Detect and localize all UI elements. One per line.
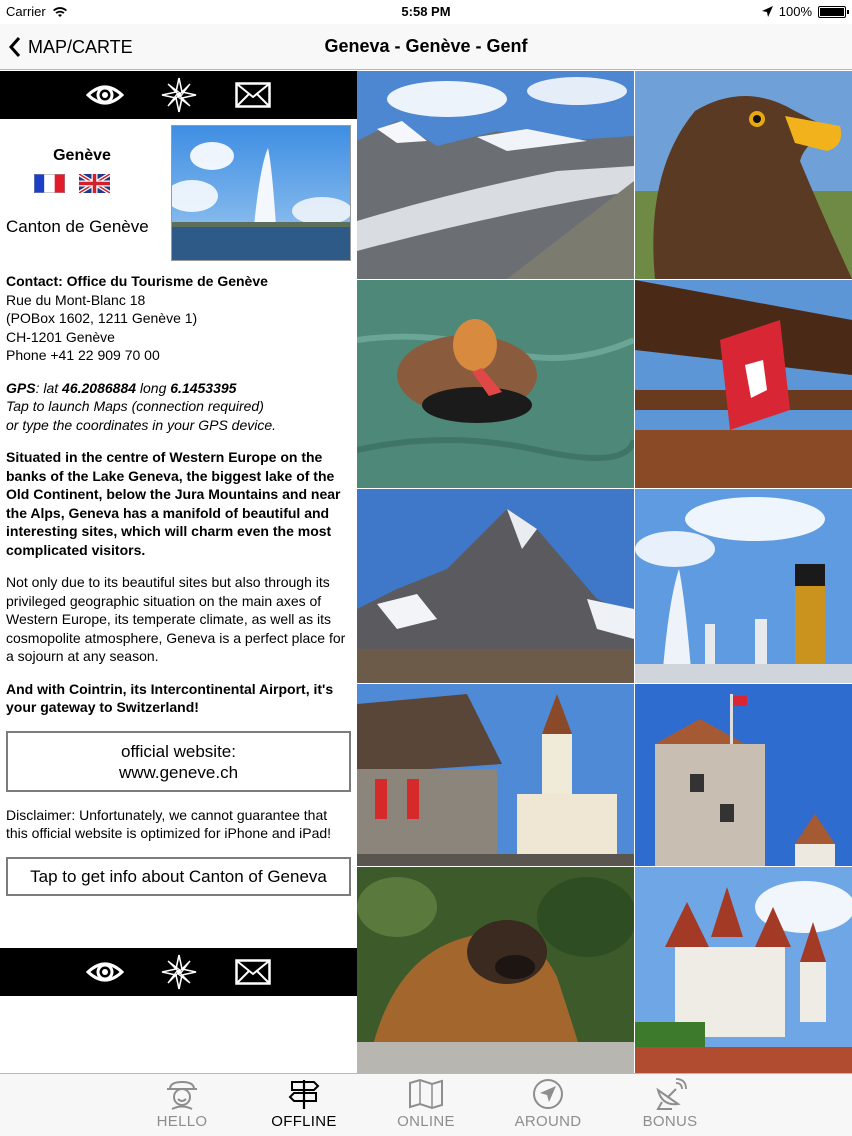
gps-lat-label: : lat [35, 379, 63, 396]
compass-rose-icon [161, 954, 197, 990]
tab-online[interactable] [371, 1078, 481, 1136]
gps-hint: or type the coordinates in your GPS device. [6, 416, 277, 433]
info-panel [0, 71, 357, 1073]
tab-around[interactable] [493, 1078, 603, 1136]
photo-tile-castle-tower[interactable] [635, 684, 852, 866]
airport-note: And with Cointrin, its Intercontinental Airport, it's your gateway to Switzerland! [6, 680, 334, 715]
status-time: 5:58 PM [401, 4, 451, 19]
contact-title: Contact: Office du Tourisme de Genève [6, 273, 268, 289]
gps-coordinates [6, 379, 351, 398]
carrier-label: Carrier [6, 4, 46, 19]
flag-france-icon[interactable] [34, 174, 65, 193]
mail-button[interactable] [233, 75, 273, 115]
gps-link[interactable] [0, 379, 357, 435]
view-button[interactable] [85, 952, 125, 992]
signpost-icon [286, 1078, 322, 1110]
status-bar [0, 0, 852, 24]
page-title: Geneva - Genève - Genf [324, 36, 528, 56]
description: Not only due to its beautiful sites but also through its privileged geographic situation on the main axes of Western Europe, its temperate climate, as well as its cosmopolite atmosphere, Geneva is a perfect place for a sojourn at any season. [6, 574, 346, 664]
eye-icon [86, 82, 124, 108]
location-services-icon [762, 6, 773, 17]
tab-label: HELLO [156, 1113, 208, 1130]
battery-percent: 100% [778, 4, 812, 19]
back-button[interactable] [8, 32, 133, 62]
disclaimer: Disclaimer: Unfortunately, we cannot guarantee that this official website is optimized for iPhone and iPad! [6, 806, 332, 841]
navigation-bar [0, 24, 852, 70]
bottom-action-bar [0, 948, 357, 996]
gps-label: GPS [6, 379, 36, 396]
contact-block [0, 272, 357, 365]
top-action-bar [0, 71, 357, 119]
tab-label: OFFLINE [271, 1113, 337, 1130]
canton-info-button[interactable]: Tap to get info about Canton of Geneva [6, 857, 351, 896]
tab-label: AROUND [514, 1113, 582, 1130]
photo-tile-steamboat[interactable] [635, 489, 852, 683]
view-button[interactable] [85, 75, 125, 115]
envelope-icon [235, 959, 271, 985]
contact-line: CH-1201 Genève [6, 328, 115, 345]
compass-button[interactable] [159, 952, 199, 992]
satellite-dish-icon [652, 1078, 688, 1110]
photo-tile-eagle[interactable] [635, 71, 852, 279]
canton-name: Canton de Genève [6, 217, 149, 236]
tab-label: BONUS [642, 1113, 698, 1130]
website-url: www.geneve.ch [118, 762, 239, 782]
tab-offline[interactable] [249, 1078, 359, 1136]
photo-tile-flag-chalet[interactable] [635, 280, 852, 488]
eye-icon [86, 959, 124, 985]
envelope-icon [235, 82, 271, 108]
city-header [0, 119, 357, 267]
gps-latitude: 46.2086884 [62, 379, 137, 396]
flag-uk-icon[interactable] [79, 174, 110, 193]
photo-grid [357, 71, 852, 1073]
contact-line: Rue du Mont-Blanc 18 [6, 291, 146, 308]
tab-bonus[interactable] [615, 1078, 725, 1136]
contact-line: (POBox 1602, 1211 Genève 1) [6, 310, 198, 326]
contact-phone[interactable]: Phone +41 22 909 70 00 [6, 347, 160, 363]
tab-label: ONLINE [397, 1113, 455, 1130]
gps-hint: Tap to launch Maps (connection required) [6, 398, 264, 414]
photo-tile-castle[interactable] [635, 867, 852, 1073]
photo-tile-duck[interactable] [357, 280, 634, 488]
back-button-label: MAP/CARTE [28, 36, 133, 57]
photo-tile-marmot[interactable] [357, 867, 634, 1073]
gps-long-label: long [136, 379, 171, 396]
greeting-person-icon [164, 1078, 200, 1110]
compass-button[interactable] [159, 75, 199, 115]
folded-map-icon [408, 1078, 444, 1110]
photo-tile-village-church[interactable] [357, 684, 634, 866]
tab-bar [0, 1073, 852, 1136]
website-label: official website: [121, 741, 236, 761]
jet-deau-photo [171, 125, 351, 261]
photo-tile-glacier[interactable] [357, 71, 634, 279]
battery-icon [818, 6, 846, 18]
chevron-left-icon [8, 36, 22, 58]
battery-fill [820, 8, 844, 16]
location-arrow-icon [530, 1078, 566, 1110]
description-highlight: Situated in the centre of Western Europe on the banks of the Lake Geneva, the biggest lake of the Old Continent, below the Jura Mountains and near the Alps, Geneva has a manifold of beautiful and interesting sites, which will charm even the most complicated visitors. [6, 449, 341, 558]
status-right [762, 4, 846, 19]
city-name: Genève [53, 147, 111, 164]
gps-longitude: 6.1453395 [170, 379, 237, 396]
official-website-button[interactable] [6, 731, 351, 792]
compass-rose-icon [161, 77, 197, 113]
mail-button[interactable] [233, 952, 273, 992]
tab-hello[interactable] [127, 1078, 237, 1136]
language-flags [34, 174, 110, 193]
photo-tile-matterhorn[interactable] [357, 489, 634, 683]
